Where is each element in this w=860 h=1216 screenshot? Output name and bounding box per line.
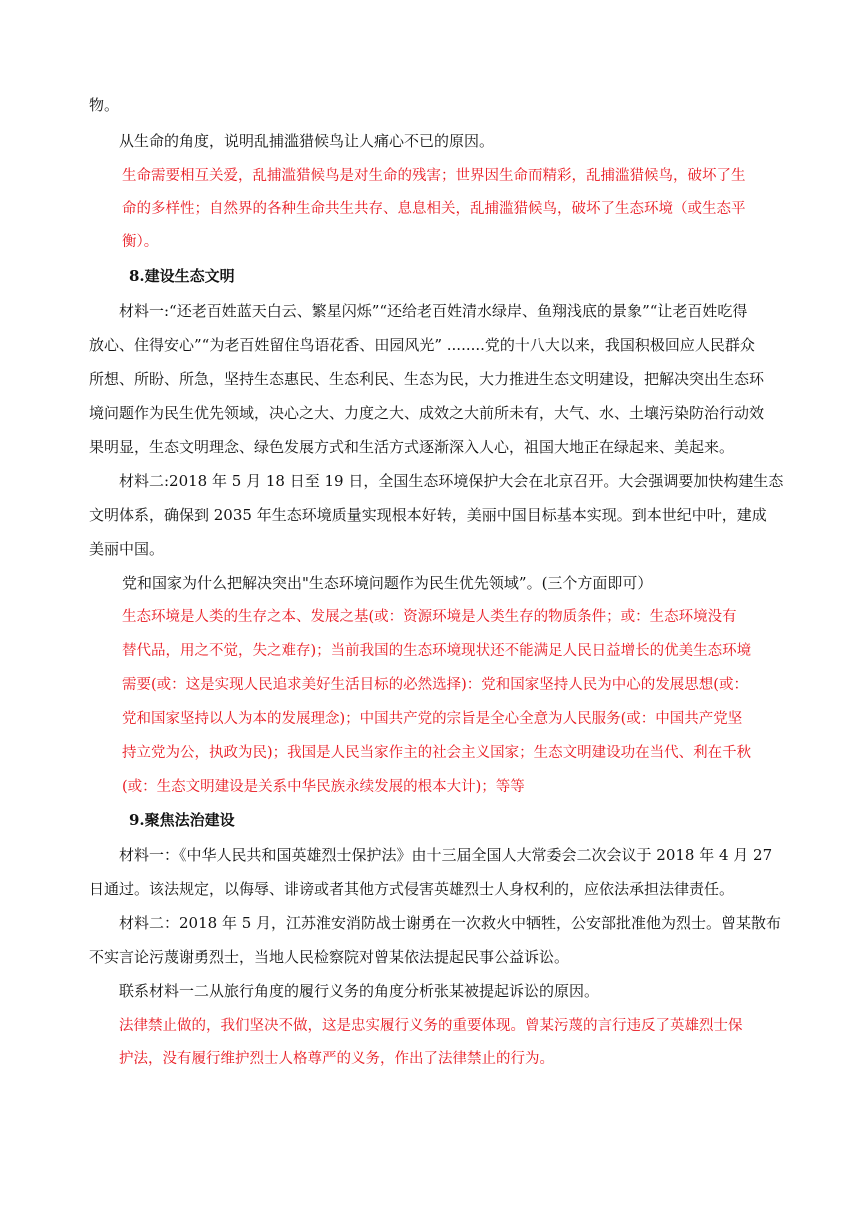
- material-line: 境问题作为民生优先领域，决心之大、力度之大、成效之大前所未有，大气、水、土壤污染防治行动效: [89, 404, 765, 422]
- material-line: 不实言论污蔑谢勇烈士，当地人民检察院对曾某依法提起民事公益诉讼。: [89, 948, 570, 966]
- answer-line: 生态环境是人类的生存之本、发展之基(或：资源环境是人类生存的物质条件；或：生态环境没有: [122, 609, 737, 625]
- answer-line: 生命需要相互关爱，乱捕滥猎候鸟是对生命的残害；世界因生命而精彩，乱捕滥猎候鸟，破坏了生: [122, 168, 746, 184]
- answer-line: 法律禁止做的，我们坚决不做，这是忠实履行义务的重要体现。曾某污蔑的言行违反了英雄烈士保: [119, 1018, 743, 1034]
- question-line: 联系材料一二从旅行角度的履行义务的角度分析张某被提起诉讼的原因。: [119, 982, 600, 1000]
- answer-line: 命的多样性；自然界的各种生命共生共存、息息相关，乱捕滥猎候鸟，破坏了生态环境（或生态平: [122, 201, 746, 217]
- section-heading: 9.聚焦法治建设: [129, 811, 235, 829]
- material-line: 所想、所盼、所急，坚持生态惠民、生态利民、生态为民，大力推进生态文明建设，把解决突出生态环: [89, 370, 765, 388]
- answer-line: 衡）。: [122, 234, 159, 250]
- answer-line: 护法，没有履行维护烈士人格尊严的义务，作出了法律禁止的行为。: [119, 1051, 554, 1067]
- material-line: 材料一：《中华人民共和国英雄烈士保护法》由十三届全国人大常委会二次会议于 2018 年 4 月 27: [119, 846, 773, 864]
- answer-line: 党和国家坚持以人为本的发展理念)；中国共产党的宗旨是全心全意为人民服务(或：中国共产党坚: [122, 711, 743, 727]
- material-line: 材料一:“还老百姓蓝天白云、繁星闪烁”“还给老百姓清水绿岸、鱼翔浅底的景象”“让老百姓吃得: [119, 302, 748, 320]
- question-line: 从生命的角度，说明乱捕滥猎候鸟让人痛心不已的原因。: [119, 132, 495, 150]
- answer-line: 替代品，用之不觉，失之难存)；当前我国的生态环境现状还不能满足人民日益增长的优美生态环境: [122, 643, 752, 659]
- material-line: 放心、住得安心”“为老百姓留住鸟语花香、田园风光” ........党的十八大以来，我国积极回应人民群众: [89, 336, 755, 354]
- material-line: 材料二：2018 年 5 月，江苏淮安消防战士谢勇在一次救火中牺牲，公安部批准他为烈士。曾某散布: [119, 914, 782, 932]
- answer-line: 需要(或：这是实现人民追求美好生活目标的必然选择)：党和国家坚持人民为中心的发展思想(或：: [122, 677, 748, 693]
- material-line: 果明显，生态文明理念、绿色发展方式和生活方式逐渐深入人心，祖国大地正在绿起来、美起来。: [89, 438, 735, 456]
- section-heading: 8.建设生态文明: [129, 267, 235, 285]
- question-line: 党和国家为什么把解决突出"生态环境问题作为民生优先领域”。(三个方面即可）: [122, 574, 653, 592]
- answer-line: (或：生态文明建设是关系中华民族永续发展的根本大计)；等等: [122, 779, 525, 795]
- material-line: 材料二:2018 年 5 月 18 日至 19 日，全国生态环境保护大会在北京召开。大会强调要加快构建生态: [119, 472, 784, 490]
- material-line: 日通过。该法规定，以侮辱、诽谤或者其他方式侵害英雄烈士人身权利的，应依法承担法律责任。: [89, 880, 735, 898]
- material-line: 美丽中国。: [89, 540, 165, 558]
- material-line: 文明体系，确保到 2035 年生态环境质量实现根本好转，美丽中国目标基本实现。到本世纪中叶，建成: [89, 506, 767, 524]
- text-line: 物。: [89, 96, 120, 114]
- answer-line: 持立党为公，执政为民)；我国是人民当家作主的社会主义国家；生态文明建设功在当代、利在千秋: [122, 745, 752, 761]
